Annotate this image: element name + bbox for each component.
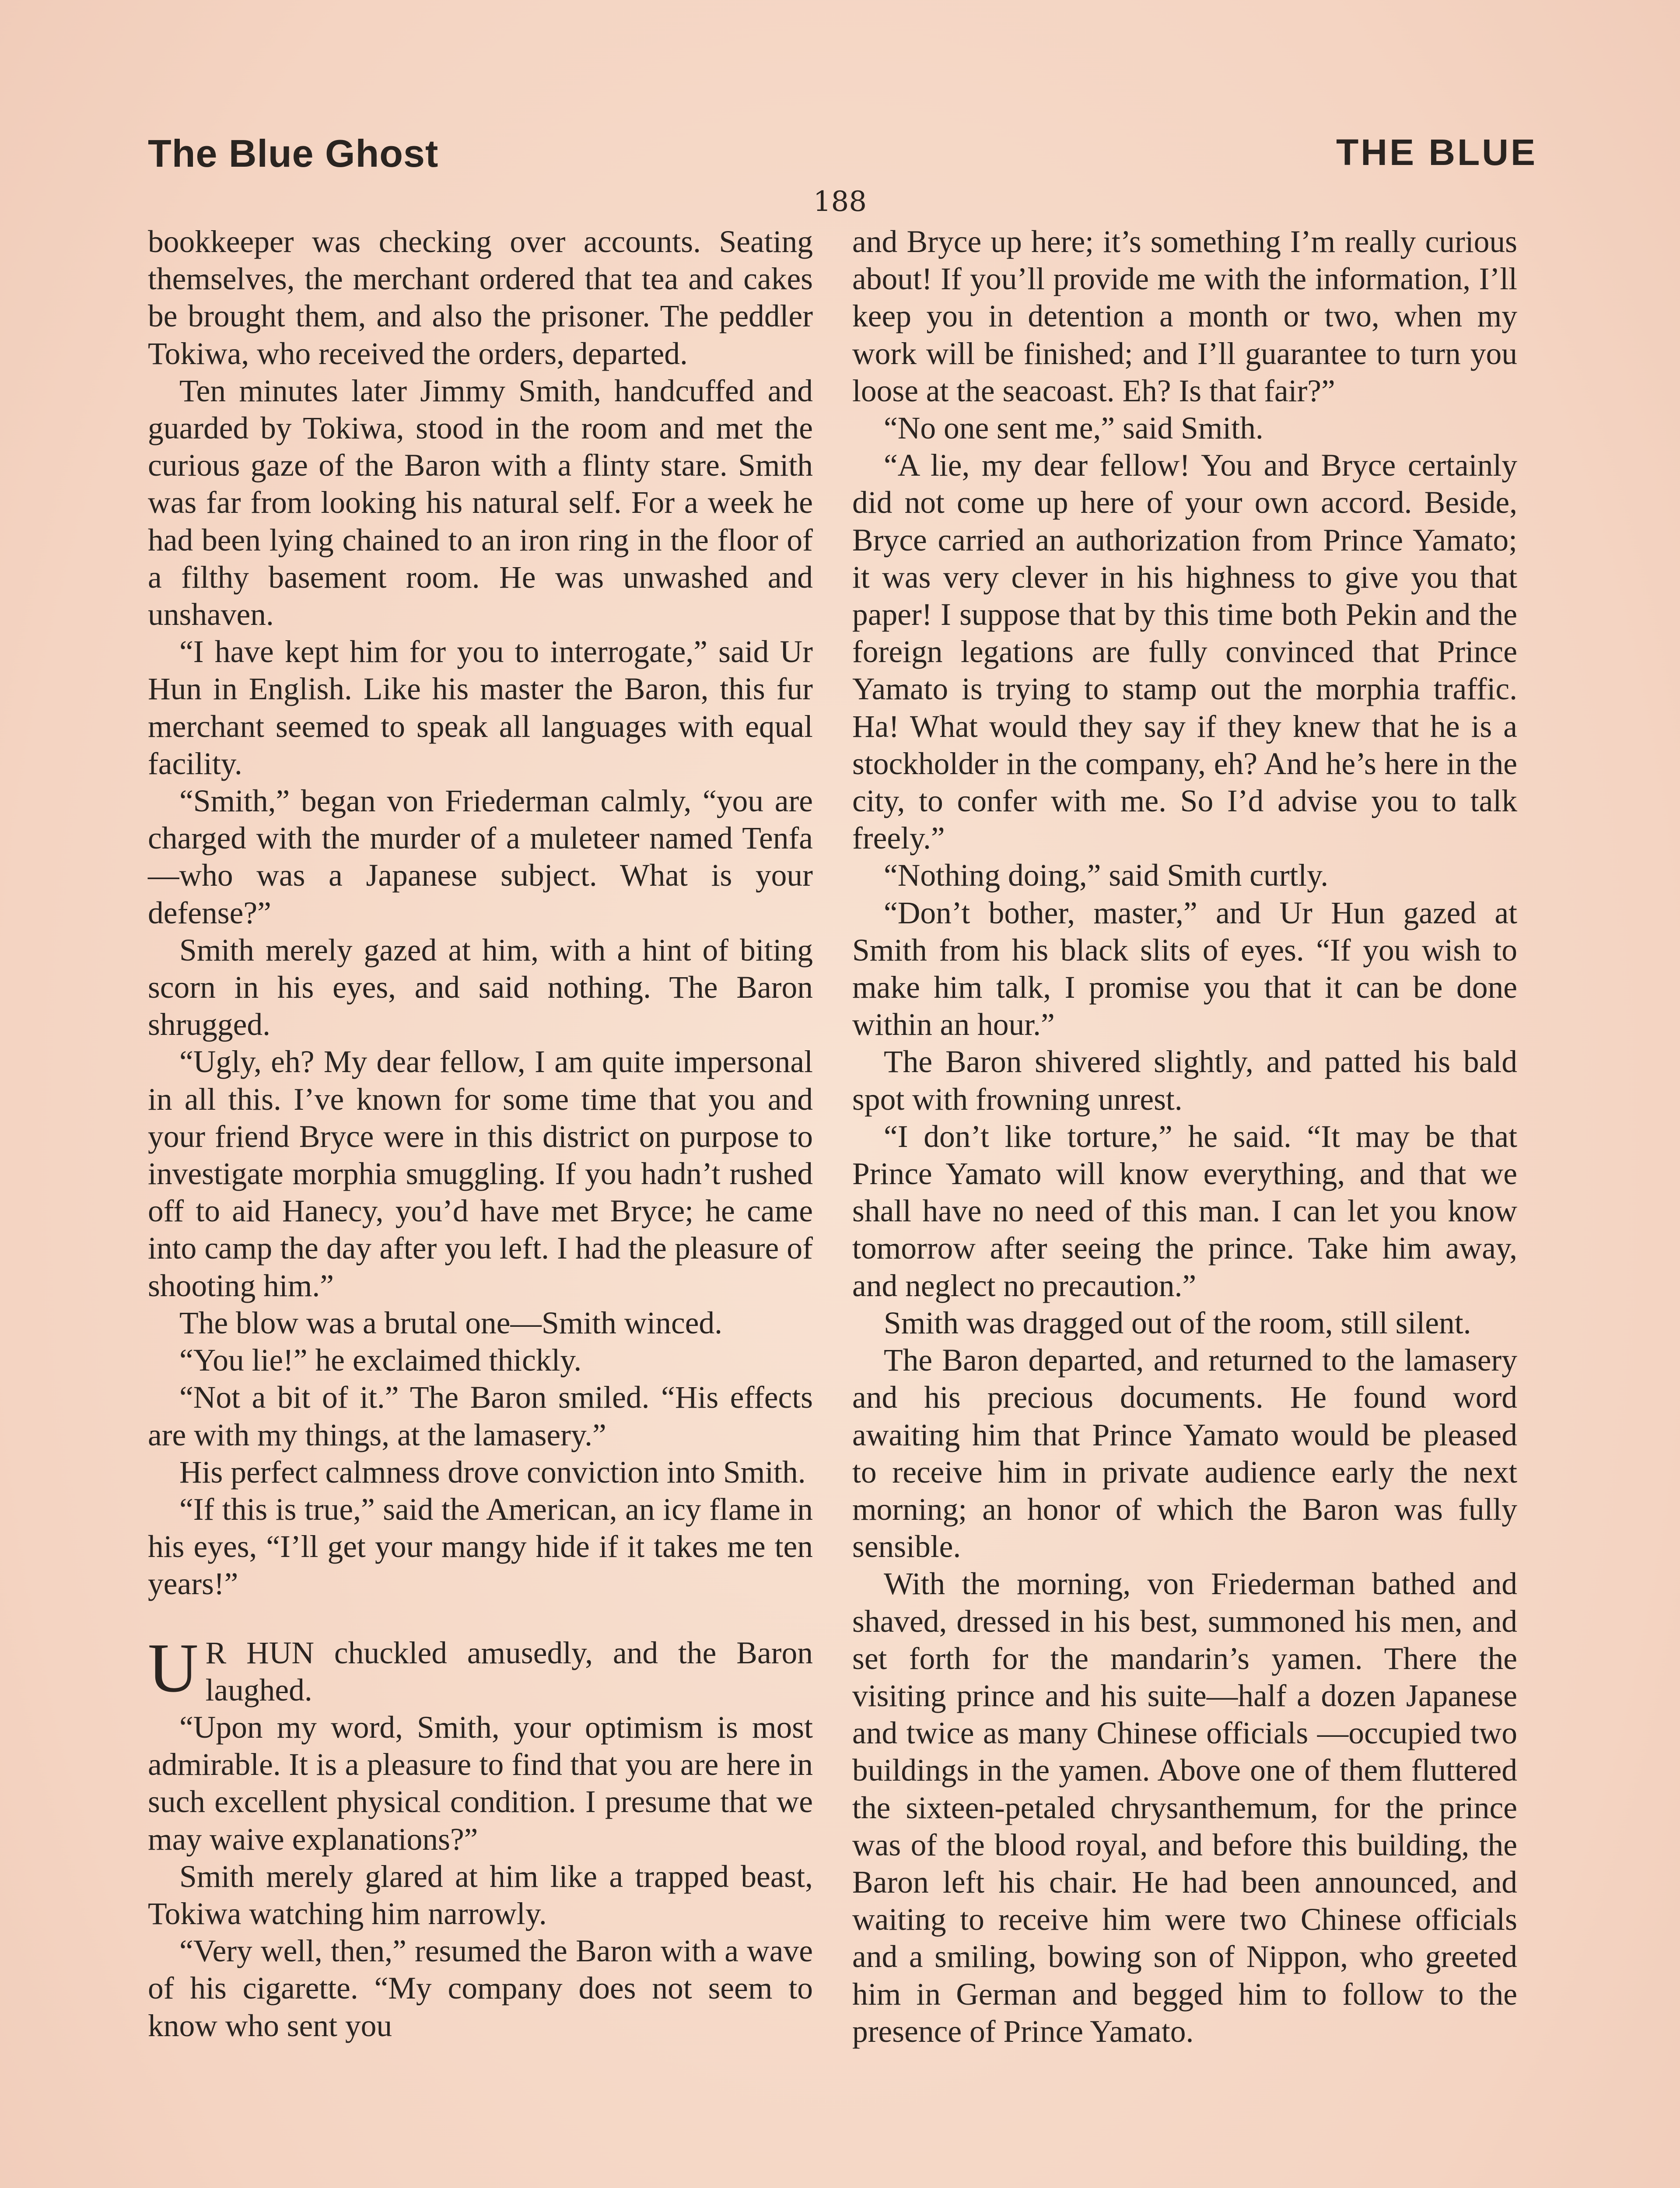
paragraph: The Baron shivered slightly, and patted his bald spot with frowning unrest. bbox=[852, 1045, 1517, 1117]
paragraph: Smith was dragged out of the room, still silent. bbox=[884, 1305, 1471, 1340]
dropcap-paragraph bbox=[148, 1628, 813, 1709]
running-title-right: THE BLUE bbox=[1336, 132, 1537, 173]
paragraph: Smith merely gazed at him, with a hint of biting scorn in his eyes, and said nothing. The Baron shrugged. bbox=[148, 933, 813, 1042]
paragraph: “I don’t like torture,” he said. “It may be that Prince Yamato will know everything, and that we shall have no need of this man. I can let you know tomorrow after seeing the prince. Take him away, and neglect no precaution.” bbox=[852, 1119, 1517, 1303]
paragraph: “If this is true,” said the American, an icy flame in his eyes, “I’ll get your mangy hide if it takes me ten years!” bbox=[148, 1492, 813, 1602]
paragraph: “You lie!” he exclaimed thickly. bbox=[179, 1343, 582, 1378]
paragraph: “No one sent me,” said Smith. bbox=[884, 411, 1264, 446]
paragraph: and Bryce up here; it’s something I’m really curious about! If you’ll provide me with the information, I’ll keep you in detention a month or two, when my work will be finished; and I’ll guarantee to turn you loose at the seacoast. Eh? Is that fair?” bbox=[852, 224, 1517, 408]
paragraph: The blow was a brutal one—Smith winced. bbox=[179, 1305, 723, 1340]
paragraph: “Ugly, eh? My dear fellow, I am quite impersonal in all this. I’ve known for some time that you and your friend Bryce were in this district on purpose to investigate morphia smuggling. If you hadn’t rushed off to aid Hanecy, you’d have met Bryce; he came into camp the day after you left. I had the pleasure of shooting him.” bbox=[148, 1045, 813, 1303]
paragraph: “A lie, my dear fellow! You and Bryce certainly did not come up here of your own accord. Beside, Bryce carried an authorization from Prince Yamato; it was very clever in his highness to give you that paper! I suppose that by this time both Pekin and the foreign legations are fully convinced that Prince Yamato is trying to stamp out the morphia traffic. Ha! What would they say if they knew that he is a stockholder in the company, eh? And he’s here in the city, to confer with me. So I’d advise you to talk freely.” bbox=[852, 448, 1517, 856]
left-column bbox=[148, 223, 813, 2044]
page-number: 188 bbox=[813, 186, 867, 218]
paragraph: “Not a bit of it.” The Baron smiled. “His effects are with my things, at the lamasery.” bbox=[148, 1380, 813, 1452]
dropcap-paragraph-text: R HUN chuckled amusedly, and the Baron laughed. bbox=[205, 1635, 813, 1708]
paragraph: Smith merely glared at him like a trapped beast, Tokiwa watching him narrowly. bbox=[148, 1859, 813, 1931]
paragraph: The Baron departed, and returned to the lamasery and his precious documents. He found word awaiting him that Prince Yamato would be pleased to receive him in private audience early the next morning; an honor of which the Baron was fully sensible. bbox=[852, 1343, 1517, 1564]
paragraph: His perfect calmness drove conviction into Smith. bbox=[179, 1455, 806, 1490]
paragraph: “Nothing doing,” said Smith curtly. bbox=[884, 858, 1329, 893]
paragraph: Ten minutes later Jimmy Smith, handcuffed and guarded by Tokiwa, stood in the room and met the curious gaze of the Baron with a flinty stare. Smith was far from looking his natural self. For a week he had been lying chained to an iron ring in the floor of a filthy basement room. He was unwashed and unshaven. bbox=[148, 373, 813, 632]
drop-cap: U bbox=[148, 1628, 199, 1707]
paragraph: With the morning, von Friederman bathed and shaved, dressed in his best, summoned his men, and set forth for the mandarin’s yamen. There the visiting prince and his suite—half a dozen Japanese and twice as many Chinese officials —occupied two buildings in the yamen. Above one of them fluttered the sixteen-petaled chrysanthemum, for the prince was of the blood royal, and before this building, the Baron left his chair. He had been announced, and waiting to receive him were two Chinese officials and a smiling, bowing son of Nippon, who greeted him in German and begged him to follow to the presence of Prince Yamato. bbox=[852, 1567, 1517, 2049]
paragraph: bookkeeper was checking over accounts. Seating themselves, the merchant ordered that tea and cakes be brought them, and also the prisoner. The peddler Tokiwa, who received the orders, departed. bbox=[148, 224, 813, 371]
paragraph: “Smith,” began von Friederman calmly, “you are charged with the murder of a muleteer named Tenfa—who was a Japanese subject. What is your defense?” bbox=[148, 784, 813, 930]
paragraph: “Upon my word, Smith, your optimism is most admirable. It is a pleasure to find that you are here in such excellent physical condition. I presume that we may waive explanations?” bbox=[148, 1710, 813, 1857]
paragraph: “I have kept him for you to interrogate,” said Ur Hun in English. Like his master the Baron, this fur merchant seemed to speak all languages with equal facility. bbox=[148, 635, 813, 781]
paragraph: “Don’t bother, master,” and Ur Hun gazed at Smith from his black slits of eyes. “If you wish to make him talk, I promise you that it can be done within an hour.” bbox=[852, 895, 1517, 1042]
right-column bbox=[852, 223, 1517, 2050]
running-title-left: The Blue Ghost bbox=[148, 132, 439, 175]
paragraph: “Very well, then,” resumed the Baron with a wave of his cigarette. “My company does not seem to know who sent you bbox=[148, 1934, 813, 2043]
